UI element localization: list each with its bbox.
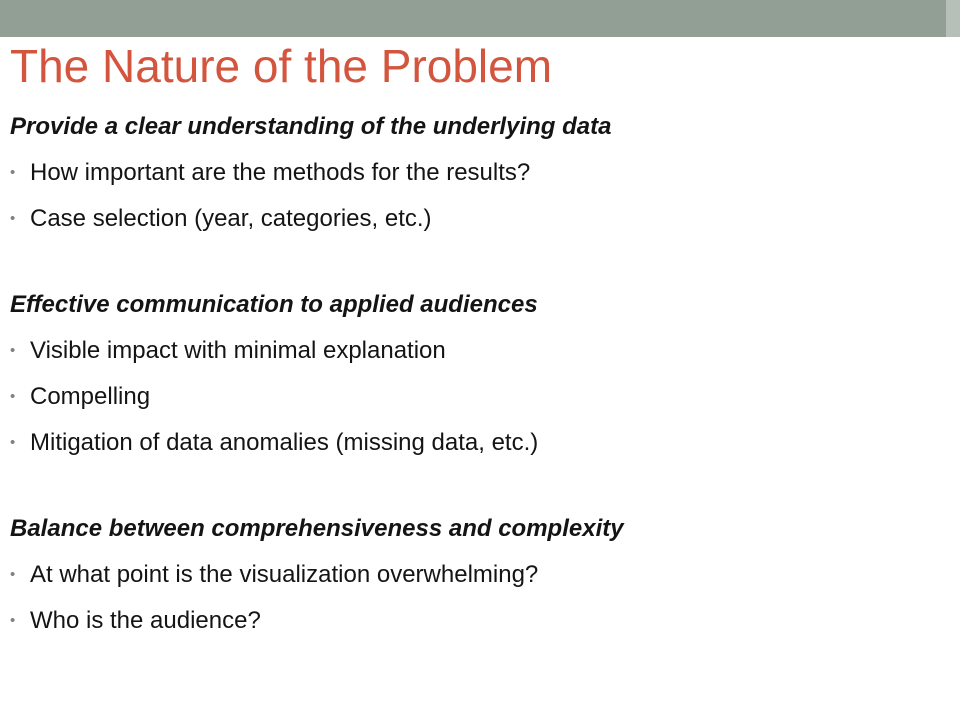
bullet-icon: • — [10, 388, 16, 405]
bullet-icon: • — [10, 164, 16, 181]
bullet-icon: • — [10, 566, 16, 583]
slide-title: The Nature of the Problem — [10, 40, 553, 92]
section-effective-communication — [10, 282, 940, 466]
section-balance — [10, 506, 940, 644]
bullet-icon: • — [10, 210, 16, 227]
bullet-text: How important are the methods for the results? — [30, 159, 531, 186]
bullet-text: Visible impact with minimal explanation — [30, 337, 446, 364]
bullet-item — [10, 598, 940, 644]
bullet-text: Compelling — [30, 383, 151, 410]
slide-body — [10, 104, 940, 644]
bullet-text: Mitigation of data anomalies (missing data, etc.) — [30, 429, 539, 456]
section-heading: Provide a clear understanding of the underlying data — [10, 113, 612, 140]
section-heading: Balance between comprehensiveness and complexity — [10, 515, 624, 542]
bullet-item — [10, 150, 940, 196]
bullet-text: Case selection (year, categories, etc.) — [30, 205, 432, 232]
bullet-item — [10, 420, 940, 466]
bullet-item — [10, 552, 940, 598]
section-data-understanding — [10, 104, 940, 242]
bullet-text: Who is the audience? — [30, 607, 261, 634]
bullet-text: At what point is the visualization overwhelming? — [30, 561, 539, 588]
bullet-icon: • — [10, 342, 16, 359]
section-heading: Effective communication to applied audiences — [10, 291, 538, 318]
header-bar-accent — [946, 0, 960, 37]
bullet-list — [10, 552, 940, 644]
bullet-item — [10, 328, 940, 374]
bullet-list — [10, 150, 940, 242]
bullet-item — [10, 374, 940, 420]
bullet-icon: • — [10, 434, 16, 451]
slide-header-bar — [0, 0, 960, 37]
bullet-icon: • — [10, 612, 16, 629]
bullet-item — [10, 196, 940, 242]
bullet-list — [10, 328, 940, 466]
